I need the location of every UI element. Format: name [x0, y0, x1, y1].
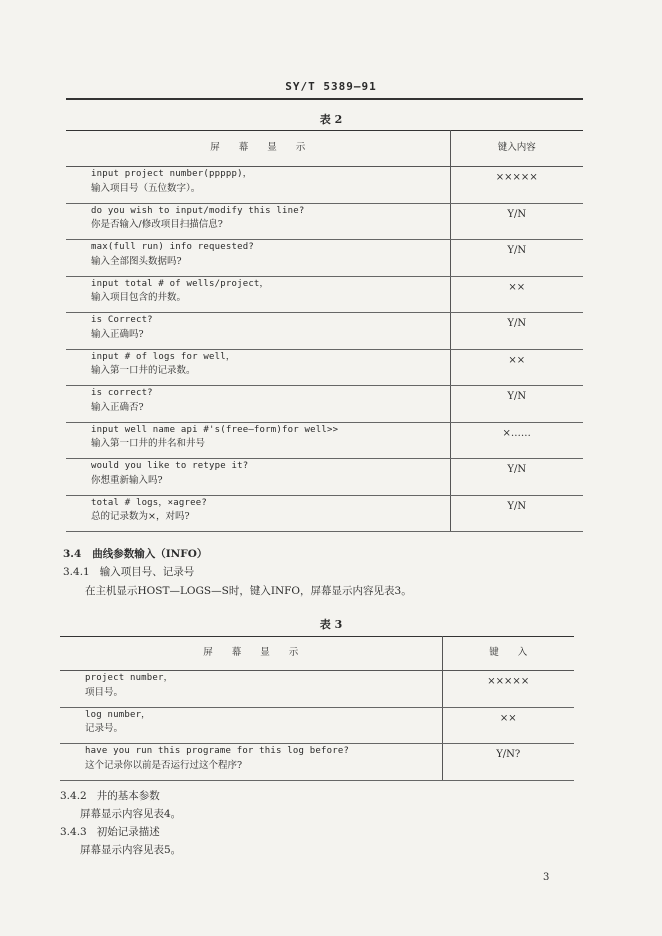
table2-row	[66, 313, 583, 350]
table3-screen-cell	[60, 744, 442, 781]
section-3-4-1-heading	[63, 564, 194, 579]
table2-prompt-en: is Correct?	[91, 315, 153, 325]
table2-prompt-en: max(full run) info requested?	[91, 242, 254, 252]
table3-prompt-zh: 项目号。	[85, 686, 124, 698]
table2-key-cell: ×……	[450, 422, 583, 459]
table2-caption: 表 2	[319, 113, 343, 126]
table2-key-cell: ××	[450, 349, 583, 386]
table2-header-row	[66, 131, 583, 167]
table2-screen-cell	[66, 349, 450, 386]
section-3-4-2-title: 井的基本参数	[96, 790, 160, 802]
table2-prompt-zh: 你想重新输入吗?	[91, 474, 163, 486]
table2-prompt-zh: 输入第一口井的井名和井号	[91, 438, 206, 450]
table3-col-screen: 屏 幕 显 示	[60, 637, 442, 671]
table2-row	[66, 240, 583, 277]
table2-row	[66, 386, 583, 423]
table2-prompt-en: input # of logs for well，	[91, 351, 236, 362]
section-3-4-3-heading	[60, 824, 160, 839]
table2-prompt-en: input well name api #'s(free—form)for well>>	[91, 424, 339, 435]
table2-prompt-zh: 输入项目包含的井数。	[91, 292, 187, 304]
section-3-4-1-body: 在主机显示HOST—LOGS—S时，键入INFO，屏幕显示内容见表3。	[85, 585, 412, 597]
table2-screen-cell	[66, 422, 450, 459]
section-3-4-3-title: 初始记录描述	[96, 826, 160, 838]
table2-col-screen: 屏 幕 显 示	[66, 131, 450, 167]
section-3-4-3-body: 屏幕显示内容见表5。	[80, 844, 182, 856]
table2-key-cell: ××	[450, 276, 583, 313]
table3-prompt-en: project number，	[85, 673, 173, 683]
table2-prompt-zh: 输入第一口井的记录数。	[91, 365, 196, 377]
table2-prompt-en: is correct?	[91, 388, 153, 398]
table3-screen-cell	[60, 671, 442, 708]
table2-prompt-zh: 输入全部图头数据吗?	[91, 255, 182, 267]
table3-prompt-en: have you run this programe for this log before?	[85, 746, 350, 756]
table2-prompt-zh: 总的记录数为×，对吗?	[91, 511, 190, 523]
table2-screen-cell	[66, 386, 450, 423]
table3-screen-cell	[60, 707, 442, 744]
standard-code: SY/T 5389—91	[285, 80, 377, 93]
table2-prompt-en: input total # of wells/project，	[91, 278, 269, 289]
section-3-4-2-body: 屏幕显示内容见表4。	[80, 808, 182, 820]
table2-prompt-en: would you like to retype it?	[91, 461, 249, 471]
table2-screen-cell	[66, 459, 450, 496]
table3-prompt-zh: 这个记录你以前是否运行过这个程序?	[85, 759, 243, 771]
table3-key-cell: Y/N?	[442, 744, 574, 781]
table2-row	[66, 459, 583, 496]
table3-row	[60, 671, 574, 708]
table2-key-cell: Y/N	[450, 386, 583, 423]
table3-header-row	[60, 637, 574, 671]
table2-row	[66, 276, 583, 313]
section-3-4-heading	[63, 546, 207, 561]
table2-prompt-en: input project number(ppppp)，	[91, 169, 252, 179]
table2-prompt-en: total # logs，×agree?	[91, 497, 207, 508]
table3-prompt-en: log number，	[85, 709, 151, 720]
header-rule	[66, 98, 583, 100]
table2-prompt-zh: 输入正确否?	[91, 401, 144, 413]
section-3-4-number: 3.4	[63, 548, 82, 560]
section-3-4-2-number: 3.4.2	[60, 790, 87, 802]
table2-prompt-zh: 你是否输入/修改项目扫描信息?	[91, 219, 223, 231]
table2-screen-cell	[66, 240, 450, 277]
table2-screen-cell	[66, 203, 450, 240]
section-3-4-3-number: 3.4.3	[60, 826, 87, 838]
table3	[60, 636, 574, 781]
table2-screen-cell	[66, 167, 450, 204]
table2-screen-cell	[66, 276, 450, 313]
table3-row	[60, 744, 574, 781]
table2-col-key: 键入内容	[450, 131, 583, 167]
table3-key-cell: ×××××	[442, 671, 574, 708]
table2-key-cell: Y/N	[450, 203, 583, 240]
table3-caption: 表 3	[319, 618, 343, 631]
table2-row	[66, 495, 583, 532]
table2-row	[66, 349, 583, 386]
table2-prompt-zh: 输入项目号（五位数字）。	[91, 182, 201, 194]
table2-key-cell: Y/N	[450, 459, 583, 496]
table2-row	[66, 203, 583, 240]
section-3-4-1-title: 输入项目号、记录号	[99, 566, 195, 578]
table2-prompt-zh: 输入正确吗?	[91, 328, 144, 340]
table2-row	[66, 167, 583, 204]
table2-prompt-en: do you wish to input/modify this line?	[91, 205, 305, 216]
table2-key-cell: ×××××	[450, 167, 583, 204]
section-3-4-1-number: 3.4.1	[63, 566, 90, 578]
table2	[66, 130, 583, 532]
table3-row	[60, 707, 574, 744]
table2-row	[66, 422, 583, 459]
table2-screen-cell	[66, 313, 450, 350]
table2-screen-cell	[66, 495, 450, 532]
table2-key-cell: Y/N	[450, 313, 583, 350]
page-number: 3	[543, 872, 550, 883]
table2-key-cell: Y/N	[450, 495, 583, 532]
table2-key-cell: Y/N	[450, 240, 583, 277]
table3-key-cell: ××	[442, 707, 574, 744]
table3-col-key: 键 入	[442, 637, 574, 671]
section-3-4-2-heading	[60, 788, 160, 803]
section-3-4-title: 曲线参数输入（INFO）	[92, 548, 208, 560]
table3-prompt-zh: 记录号。	[85, 723, 124, 735]
